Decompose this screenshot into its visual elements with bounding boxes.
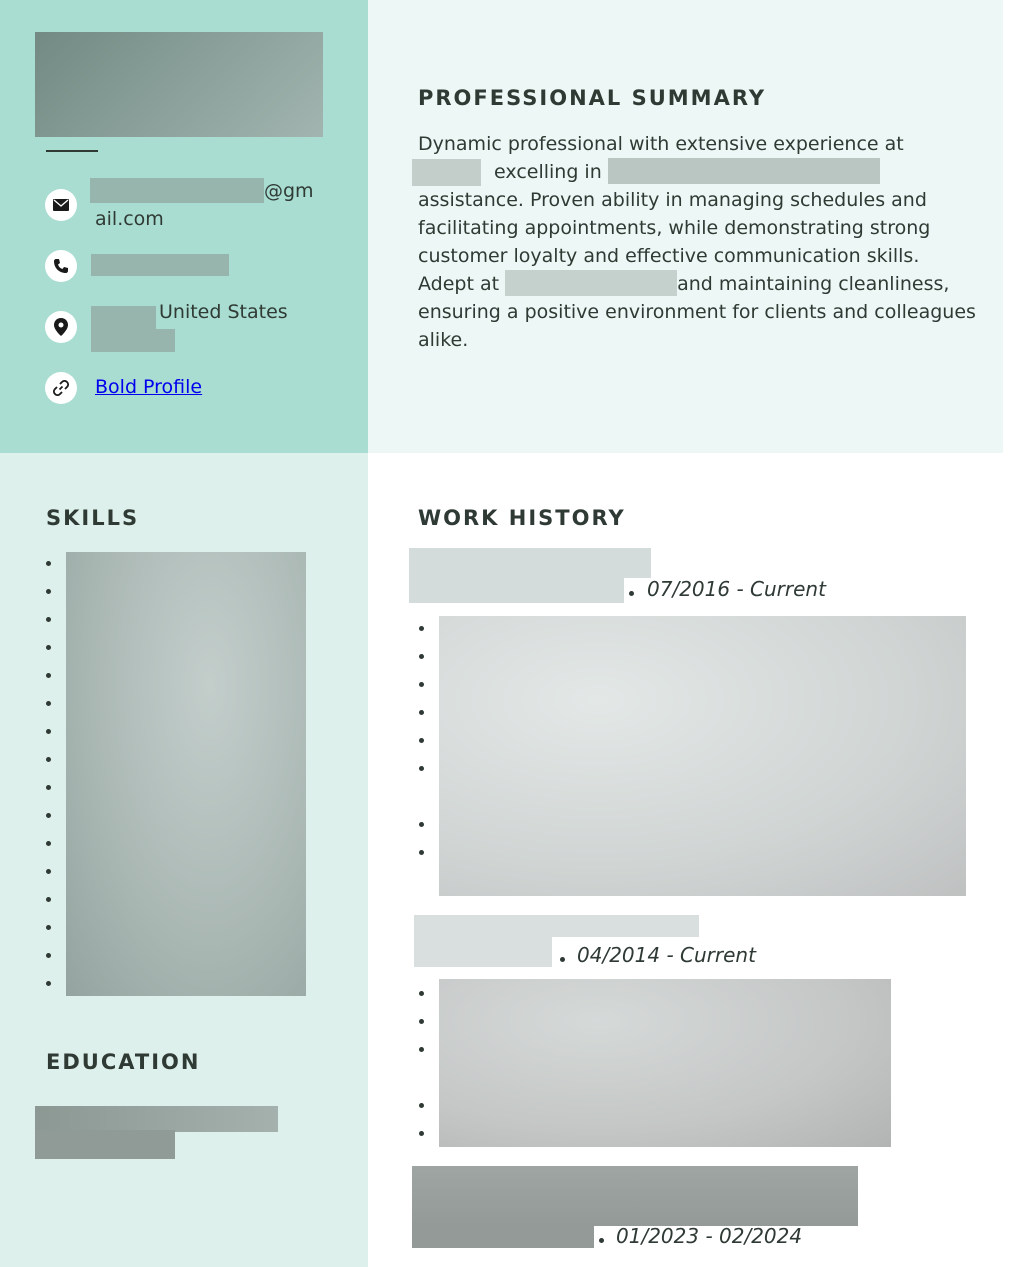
skill-bullet xyxy=(46,981,51,986)
envelope-icon xyxy=(53,199,69,211)
summary-spacer xyxy=(418,158,488,184)
city-redaction-2 xyxy=(91,329,175,352)
skill-bullet xyxy=(46,813,51,818)
job1-date-bullet xyxy=(629,591,634,596)
email-user-redaction xyxy=(90,178,264,203)
education-redaction-2 xyxy=(35,1130,175,1159)
summary-part-3: assistance. Proven ability in managing schedules and facilitating appointments, while demonstrating strong customer loyalty and effective communication skills. Adept at xyxy=(418,189,931,295)
job2-duties-redaction xyxy=(439,979,891,1147)
job2-title-redaction xyxy=(414,915,699,937)
phone-icon-badge xyxy=(45,250,77,282)
skill-bullet xyxy=(46,673,51,678)
summary-text xyxy=(418,130,978,354)
skill-bullet xyxy=(46,617,51,622)
job2-duty-bullet xyxy=(419,1103,424,1108)
job1-duty-bullet xyxy=(419,738,424,743)
link-icon-badge xyxy=(45,372,77,404)
job1-duty-bullet xyxy=(419,822,424,827)
summary-heading: PROFESSIONAL SUMMARY xyxy=(418,86,767,110)
summary-field-redaction xyxy=(608,158,880,184)
skill-bullet xyxy=(46,925,51,930)
skill-bullet xyxy=(46,897,51,902)
location-country: United States xyxy=(159,301,288,323)
city-redaction xyxy=(91,306,156,330)
job2-company-redaction xyxy=(414,935,552,967)
skill-bullet xyxy=(46,869,51,874)
email-domain: @gm xyxy=(264,180,314,202)
skill-bullet xyxy=(46,953,51,958)
job1-duty-bullet xyxy=(419,682,424,687)
phone-icon xyxy=(53,258,69,274)
email-domain-end: ail.com xyxy=(95,208,164,230)
job3-company-redaction xyxy=(412,1224,594,1248)
summary-part-1: Dynamic professional with extensive experience at xyxy=(418,133,904,155)
job3-dates: 01/2023 - 02/2024 xyxy=(616,1224,803,1248)
job2-duty-bullet xyxy=(419,1047,424,1052)
job2-dates: 04/2014 - Current xyxy=(577,943,756,967)
location-icon-badge xyxy=(45,311,77,343)
job3-title-redaction xyxy=(412,1166,858,1226)
job1-dates: 07/2016 - Current xyxy=(647,577,826,601)
education-redaction-1 xyxy=(35,1106,278,1132)
skill-bullet xyxy=(46,785,51,790)
job2-duty-bullet xyxy=(419,1131,424,1136)
job1-duty-bullet xyxy=(419,654,424,659)
job1-title-redaction xyxy=(409,548,651,578)
job2-duty-bullet xyxy=(419,1019,424,1024)
summary-part-2: excelling in xyxy=(494,161,602,183)
skill-bullet xyxy=(46,757,51,762)
skills-redaction xyxy=(66,552,306,996)
phone-redaction xyxy=(91,254,229,276)
profile-link[interactable]: Bold Profile xyxy=(95,376,203,398)
summary-skill-redaction xyxy=(505,270,677,296)
work-heading: WORK HISTORY xyxy=(418,506,626,530)
name-divider xyxy=(46,150,98,152)
skill-bullet xyxy=(46,589,51,594)
job1-duty-bullet xyxy=(419,626,424,631)
skills-heading: SKILLS xyxy=(46,506,140,530)
job1-duty-bullet xyxy=(419,766,424,771)
education-heading: EDUCATION xyxy=(46,1050,201,1074)
job2-date-bullet xyxy=(560,957,565,962)
name-redaction xyxy=(35,32,323,137)
location-pin-icon xyxy=(54,318,68,336)
skill-bullet xyxy=(46,841,51,846)
job1-company-redaction xyxy=(409,576,624,603)
link-icon xyxy=(53,380,69,396)
job1-duty-bullet xyxy=(419,710,424,715)
skill-bullet xyxy=(46,701,51,706)
skill-bullet xyxy=(46,729,51,734)
job2-duty-bullet xyxy=(419,991,424,996)
job1-duty-bullet xyxy=(419,850,424,855)
skill-bullet xyxy=(46,645,51,650)
email-icon-badge xyxy=(45,189,77,221)
summary-part-4: and maintaining cleanliness, ensuring a positive environment for clients and colleagues alike. xyxy=(418,273,976,351)
job3-date-bullet xyxy=(599,1238,604,1243)
job1-duties-redaction xyxy=(439,616,966,896)
skill-bullet xyxy=(46,561,51,566)
